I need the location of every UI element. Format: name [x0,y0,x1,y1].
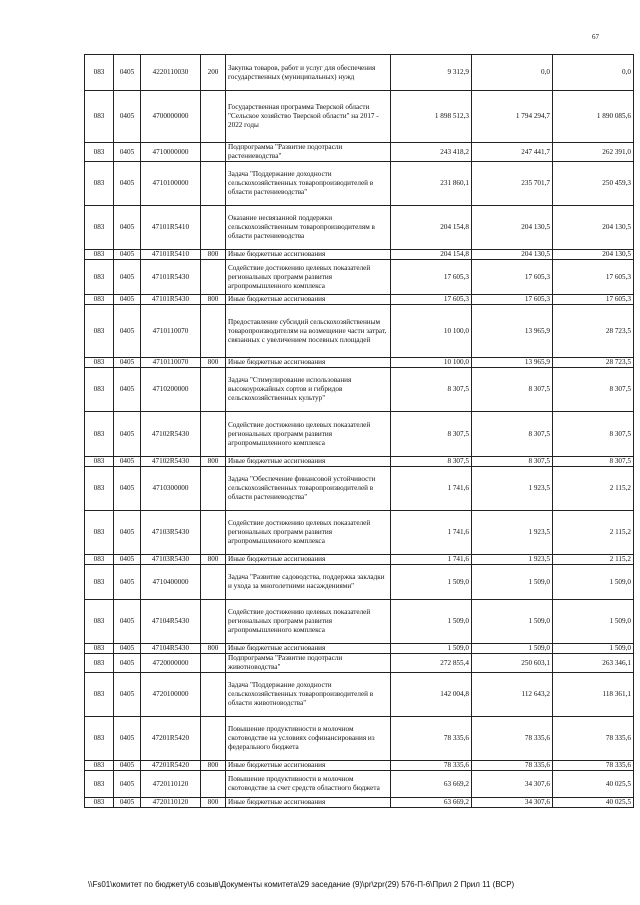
amount-year1-cell: 1 741,6 [391,555,472,565]
amount-year3-cell: 28 723,5 [553,305,634,358]
dept-code-cell: 083 [85,457,114,467]
amount-year2-cell: 0,0 [472,55,553,91]
table-row [85,673,634,717]
amount-year2-cell: 235 701,7 [472,162,553,206]
table-row [85,457,634,467]
dept-code-cell: 083 [85,511,114,555]
dept-code-cell: 083 [85,305,114,358]
item-name-cell: Иные бюджетные ассигнования [226,644,391,654]
budget-table [84,54,634,808]
amount-year2-cell: 34 307,6 [472,798,553,808]
item-name-cell: Повышение продуктивности в молочном скотоводстве за счет средств областного бюджета [226,771,391,798]
amount-year2-cell: 13 965,9 [472,358,553,368]
expense-type-cell [201,143,226,162]
table-row [85,717,634,761]
amount-year3-cell: 1 509,0 [553,565,634,600]
expense-type-cell: 200 [201,55,226,91]
table-row [85,565,634,600]
amount-year1-cell: 17 605,3 [391,260,472,295]
dept-code-cell: 083 [85,555,114,565]
amount-year3-cell: 2 115,2 [553,467,634,511]
amount-year3-cell: 40 025,5 [553,798,634,808]
section-code-cell: 0405 [114,457,141,467]
section-code-cell: 0405 [114,91,141,143]
amount-year2-cell: 1 509,0 [472,565,553,600]
item-name-cell: Иные бюджетные ассигнования [226,295,391,305]
table-row [85,162,634,206]
amount-year2-cell: 8 307,5 [472,457,553,467]
dept-code-cell: 083 [85,250,114,260]
dept-code-cell: 083 [85,358,114,368]
amount-year1-cell: 1 898 512,3 [391,91,472,143]
target-article-cell: 47103R5430 [141,555,201,565]
section-code-cell: 0405 [114,761,141,771]
item-name-cell: Оказание несвязанной поддержки сельскохозяйственным товаропроизводителям в области растениеводства [226,206,391,250]
amount-year3-cell: 0,0 [553,55,634,91]
expense-type-cell [201,260,226,295]
amount-year1-cell: 63 669,2 [391,771,472,798]
dept-code-cell: 083 [85,761,114,771]
amount-year2-cell: 17 605,3 [472,260,553,295]
amount-year2-cell: 204 130,5 [472,250,553,260]
amount-year1-cell: 10 100,0 [391,358,472,368]
section-code-cell: 0405 [114,654,141,673]
dept-code-cell: 083 [85,143,114,162]
table-row [85,91,634,143]
expense-type-cell: 800 [201,761,226,771]
section-code-cell: 0405 [114,358,141,368]
item-name-cell: Предоставление субсидий сельскохозяйственным товаропроизводителям на возмещение части затрат, связанных с увеличением посевных площадей [226,305,391,358]
section-code-cell: 0405 [114,55,141,91]
target-article-cell: 4700000000 [141,91,201,143]
section-code-cell: 0405 [114,600,141,644]
amount-year1-cell: 142 004,8 [391,673,472,717]
target-article-cell: 4710300000 [141,467,201,511]
table-row [85,798,634,808]
section-code-cell: 0405 [114,565,141,600]
amount-year1-cell: 1 741,6 [391,467,472,511]
table-row [85,600,634,644]
expense-type-cell [201,717,226,761]
expense-type-cell: 800 [201,798,226,808]
amount-year2-cell: 1 509,0 [472,600,553,644]
table-row [85,771,634,798]
dept-code-cell: 083 [85,771,114,798]
expense-type-cell [201,600,226,644]
amount-year3-cell: 8 307,5 [553,412,634,457]
target-article-cell: 47102R5430 [141,412,201,457]
expense-type-cell: 800 [201,250,226,260]
amount-year3-cell: 2 115,2 [553,511,634,555]
section-code-cell: 0405 [114,368,141,412]
dept-code-cell: 083 [85,206,114,250]
amount-year1-cell: 1 509,0 [391,565,472,600]
table-row [85,467,634,511]
amount-year2-cell: 1 794 294,7 [472,91,553,143]
expense-type-cell [201,305,226,358]
expense-type-cell: 800 [201,555,226,565]
amount-year1-cell: 243 418,2 [391,143,472,162]
amount-year3-cell: 17 605,3 [553,260,634,295]
section-code-cell: 0405 [114,717,141,761]
amount-year1-cell: 8 307,5 [391,368,472,412]
amount-year3-cell: 8 307,5 [553,457,634,467]
amount-year2-cell: 78 335,6 [472,717,553,761]
amount-year3-cell: 1 890 085,6 [553,91,634,143]
item-name-cell: Задача "Обеспечение финансовой устойчивости сельскохозяйственных товаропроизводителей в области растениеводства" [226,467,391,511]
item-name-cell: Иные бюджетные ассигнования [226,250,391,260]
expense-type-cell [201,771,226,798]
section-code-cell: 0405 [114,798,141,808]
target-article-cell: 4710110070 [141,358,201,368]
dept-code-cell: 083 [85,368,114,412]
target-article-cell: 4720100000 [141,673,201,717]
amount-year1-cell: 1 509,0 [391,600,472,644]
item-name-cell: Задача "Развитие садоводства, поддержка закладки и ухода за многолетними насаждениями" [226,565,391,600]
item-name-cell: Иные бюджетные ассигнования [226,798,391,808]
dept-code-cell: 083 [85,717,114,761]
amount-year2-cell: 1 509,0 [472,644,553,654]
table-row [85,555,634,565]
amount-year2-cell: 247 441,7 [472,143,553,162]
amount-year2-cell: 250 603,1 [472,654,553,673]
item-name-cell: Подпрограмма "Развитие подотрасли растениеводства" [226,143,391,162]
page-number: 67 [592,33,599,41]
amount-year2-cell: 1 923,5 [472,511,553,555]
dept-code-cell: 083 [85,798,114,808]
amount-year3-cell: 1 509,0 [553,600,634,644]
amount-year1-cell: 8 307,5 [391,412,472,457]
amount-year2-cell: 78 335,6 [472,761,553,771]
expense-type-cell [201,91,226,143]
item-name-cell: Иные бюджетные ассигнования [226,358,391,368]
table-row [85,368,634,412]
table-row [85,260,634,295]
amount-year3-cell: 118 361,1 [553,673,634,717]
budget-table-body [85,55,634,808]
section-code-cell: 0405 [114,673,141,717]
table-row [85,250,634,260]
table-row [85,358,634,368]
dept-code-cell: 083 [85,600,114,644]
dept-code-cell: 083 [85,654,114,673]
table-row [85,761,634,771]
target-article-cell: 4720110120 [141,798,201,808]
amount-year1-cell: 78 335,6 [391,761,472,771]
dept-code-cell: 083 [85,295,114,305]
amount-year2-cell: 34 307,6 [472,771,553,798]
expense-type-cell [201,673,226,717]
amount-year3-cell: 250 459,3 [553,162,634,206]
amount-year3-cell: 17 605,3 [553,295,634,305]
table-row [85,412,634,457]
section-code-cell: 0405 [114,295,141,305]
amount-year1-cell: 204 154,8 [391,206,472,250]
amount-year3-cell: 40 025,5 [553,771,634,798]
target-article-cell: 4220110030 [141,55,201,91]
item-name-cell: Задача "Стимулирование использования высокоурожайных сортов и гибридов сельскохозяйственных культур" [226,368,391,412]
amount-year1-cell: 1 741,6 [391,511,472,555]
amount-year1-cell: 272 855,4 [391,654,472,673]
item-name-cell: Повышение продуктивности в молочном скотоводстве на условиях софинансирования из федерального бюджета [226,717,391,761]
amount-year1-cell: 231 860,1 [391,162,472,206]
item-name-cell: Государственная программа Тверской области "Сельское хозяйство Тверской области" на 2017 - 2022 годы [226,91,391,143]
table-row [85,654,634,673]
amount-year3-cell: 204 130,5 [553,206,634,250]
target-article-cell: 47101R5430 [141,295,201,305]
table-row [85,644,634,654]
amount-year2-cell: 13 965,9 [472,305,553,358]
expense-type-cell: 800 [201,644,226,654]
section-code-cell: 0405 [114,305,141,358]
item-name-cell: Содействие достижению целевых показателей региональных программ развития агропромышленного комплекса [226,260,391,295]
amount-year2-cell: 8 307,5 [472,412,553,457]
target-article-cell: 4710400000 [141,565,201,600]
dept-code-cell: 083 [85,673,114,717]
target-article-cell: 47201R5420 [141,761,201,771]
amount-year3-cell: 78 335,6 [553,717,634,761]
section-code-cell: 0405 [114,143,141,162]
dept-code-cell: 083 [85,162,114,206]
item-name-cell: Иные бюджетные ассигнования [226,555,391,565]
dept-code-cell: 083 [85,91,114,143]
target-article-cell: 4710200000 [141,368,201,412]
expense-type-cell: 800 [201,295,226,305]
expense-type-cell [201,162,226,206]
section-code-cell: 0405 [114,250,141,260]
expense-type-cell [201,467,226,511]
section-code-cell: 0405 [114,206,141,250]
amount-year1-cell: 10 100,0 [391,305,472,358]
amount-year1-cell: 17 605,3 [391,295,472,305]
item-name-cell: Подпрограмма "Развитие подотрасли животноводства" [226,654,391,673]
dept-code-cell: 083 [85,467,114,511]
amount-year3-cell: 8 307,5 [553,368,634,412]
section-code-cell: 0405 [114,771,141,798]
amount-year2-cell: 1 923,5 [472,555,553,565]
expense-type-cell [201,511,226,555]
expense-type-cell [201,368,226,412]
amount-year1-cell: 204 154,8 [391,250,472,260]
table-row [85,295,634,305]
amount-year2-cell: 1 923,5 [472,467,553,511]
table-row [85,55,634,91]
expense-type-cell [201,565,226,600]
target-article-cell: 47103R5430 [141,511,201,555]
item-name-cell: Задача "Поддержание доходности сельскохозяйственных товаропроизводителей в области растениеводства" [226,162,391,206]
expense-type-cell [201,412,226,457]
target-article-cell: 47104R5430 [141,644,201,654]
amount-year2-cell: 17 605,3 [472,295,553,305]
amount-year3-cell: 28 723,5 [553,358,634,368]
expense-type-cell [201,654,226,673]
item-name-cell: Задача "Поддержание доходности сельскохозяйственных товаропроизводителей в области животноводства" [226,673,391,717]
target-article-cell: 47101R5410 [141,206,201,250]
item-name-cell: Иные бюджетные ассигнования [226,761,391,771]
section-code-cell: 0405 [114,555,141,565]
table-row [85,143,634,162]
amount-year1-cell: 78 335,6 [391,717,472,761]
section-code-cell: 0405 [114,162,141,206]
dept-code-cell: 083 [85,412,114,457]
section-code-cell: 0405 [114,644,141,654]
target-article-cell: 47104R5430 [141,600,201,644]
target-article-cell: 4720110120 [141,771,201,798]
expense-type-cell: 800 [201,358,226,368]
amount-year3-cell: 1 509,0 [553,644,634,654]
target-article-cell: 4710000000 [141,143,201,162]
amount-year1-cell: 8 307,5 [391,457,472,467]
table-row [85,206,634,250]
amount-year2-cell: 112 643,2 [472,673,553,717]
amount-year1-cell: 63 669,2 [391,798,472,808]
target-article-cell: 4710100000 [141,162,201,206]
table-row [85,511,634,555]
table-row [85,305,634,358]
expense-type-cell [201,206,226,250]
amount-year3-cell: 262 391,0 [553,143,634,162]
amount-year1-cell: 1 509,0 [391,644,472,654]
target-article-cell: 47101R5410 [141,250,201,260]
dept-code-cell: 083 [85,565,114,600]
target-article-cell: 4710110070 [141,305,201,358]
item-name-cell: Закупка товаров, работ и услуг для обеспечения государственных (муниципальных) нужд [226,55,391,91]
amount-year3-cell: 263 346,1 [553,654,634,673]
section-code-cell: 0405 [114,467,141,511]
amount-year3-cell: 78 335,6 [553,761,634,771]
amount-year2-cell: 8 307,5 [472,368,553,412]
section-code-cell: 0405 [114,511,141,555]
amount-year3-cell: 204 130,5 [553,250,634,260]
amount-year2-cell: 204 130,5 [472,206,553,250]
dept-code-cell: 083 [85,644,114,654]
item-name-cell: Содействие достижению целевых показателей региональных программ развития агропромышленного комплекса [226,412,391,457]
section-code-cell: 0405 [114,260,141,295]
target-article-cell: 47201R5420 [141,717,201,761]
expense-type-cell: 800 [201,457,226,467]
target-article-cell: 47101R5430 [141,260,201,295]
target-article-cell: 4720000000 [141,654,201,673]
amount-year1-cell: 9 312,9 [391,55,472,91]
item-name-cell: Содействие достижению целевых показателей региональных программ развития агропромышленного комплекса [226,511,391,555]
amount-year3-cell: 2 115,2 [553,555,634,565]
item-name-cell: Иные бюджетные ассигнования [226,457,391,467]
item-name-cell: Содействие достижению целевых показателей региональных программ развития агропромышленного комплекса [226,600,391,644]
dept-code-cell: 083 [85,55,114,91]
file-path-footer: \\Fs01\комитет по бюджету\6 созыв\Документы комитета\29 заседание (9)\pr\zpr(29) 576-П-6\Прил 2 Прил 11 (ВСР) [88,880,515,889]
target-article-cell: 47102R5430 [141,457,201,467]
dept-code-cell: 083 [85,260,114,295]
section-code-cell: 0405 [114,412,141,457]
